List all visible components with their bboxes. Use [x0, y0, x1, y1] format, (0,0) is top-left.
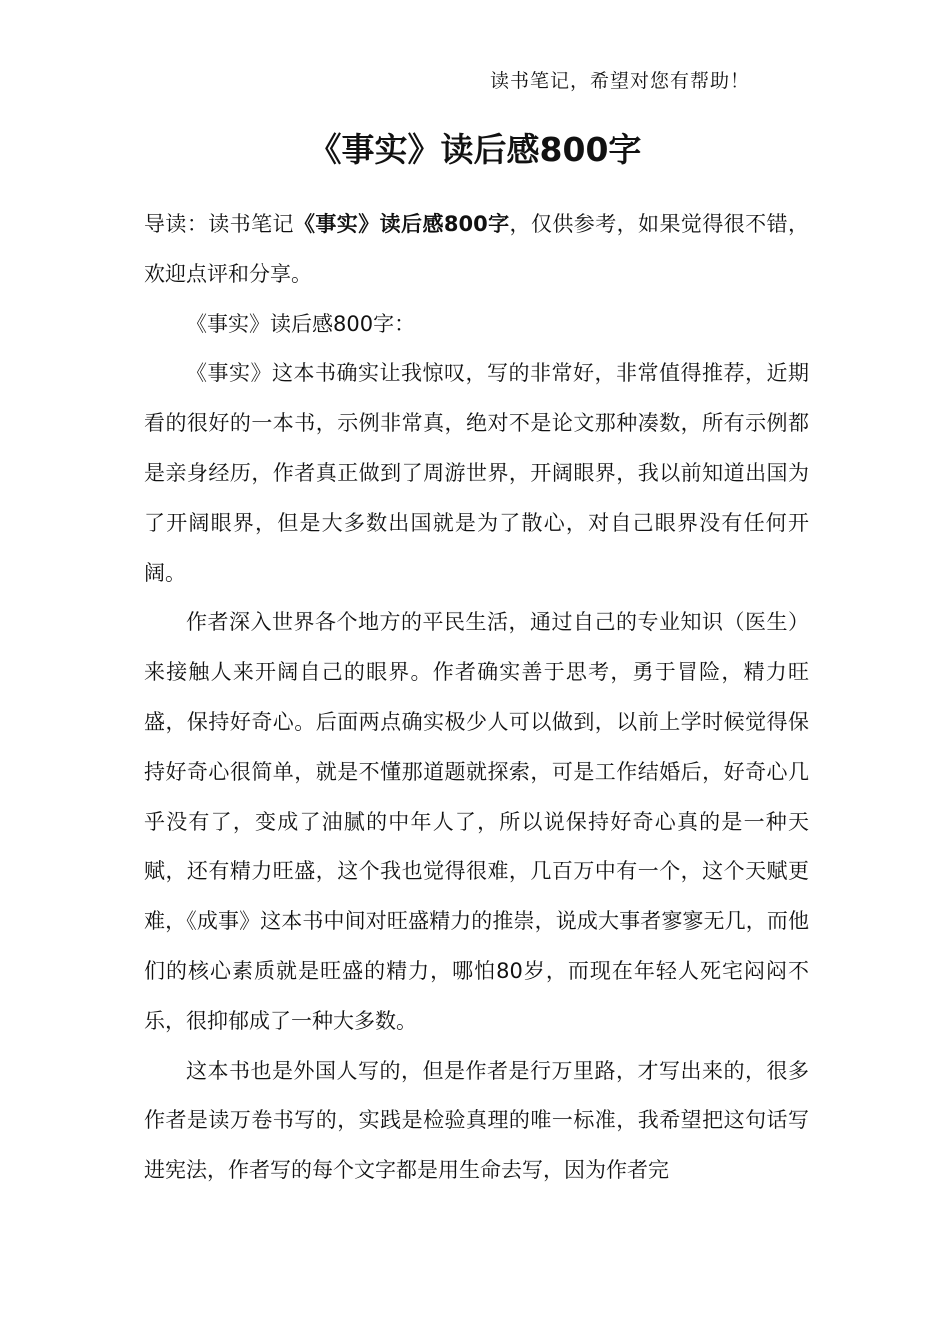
body-paragraph-3: 这本书也是外国人写的，但是作者是行万里路，才写出来的，很多作者是读万卷书写的，实践是检验真理的唯一标准，我希望把这句话写进宪法，作者写的每个文字都是用生命去写，因为作者完: [144, 1058, 809, 1183]
document-body: [144, 200, 809, 1196]
header-note: 读书笔记，希望对您有帮助！: [490, 70, 751, 92]
intro-bold-title: 《事实》读后感800字: [293, 212, 510, 236]
body-paragraph-2: 作者深入世界各个地方的平民生活，通过自己的专业知识（医生）来接触人来开阔自己的眼界。作者确实善于思考，勇于冒险，精力旺盛，保持好奇心。后面两点确实极少人可以做到，以前上学时候觉得保持好奇心很简单，就是不懂那道题就探索，可是工作结婚后，好奇心几乎没有了，变成了油腻的中年人了，所以说保持好奇心真的是一种天赋，还有精力旺盛，这个我也觉得很难，几百万中有一个，这个天赋更难，《成事》这本书中间对旺盛精力的推崇，说成大事者寥寥无几，而他们的核心素质就是旺盛的精力，哪怕80岁，而现在年轻人死宅闷闷不乐，很抑郁成了一种大多数。: [144, 610, 809, 1033]
body-paragraph-1: 《事实》这本书确实让我惊叹，写的非常好，非常值得推荐，近期看的很好的一本书，示例非常真，绝对不是论文那种凑数，所有示例都是亲身经历，作者真正做到了周游世界，开阔眼界，我以前知道出国为了开阔眼界，但是大多数出国就是为了散心，对自己眼界没有任何开阔。: [144, 361, 809, 585]
section-heading: 《事实》读后感800字：: [186, 311, 416, 336]
page-title: 《事实》读后感800字: [308, 130, 642, 169]
intro-paragraph: [144, 200, 809, 300]
intro-suffix: ，仅供参考，如果觉得很不错，欢迎点评和分享。: [144, 212, 809, 286]
intro-prefix: 导读：读书笔记: [144, 212, 294, 236]
